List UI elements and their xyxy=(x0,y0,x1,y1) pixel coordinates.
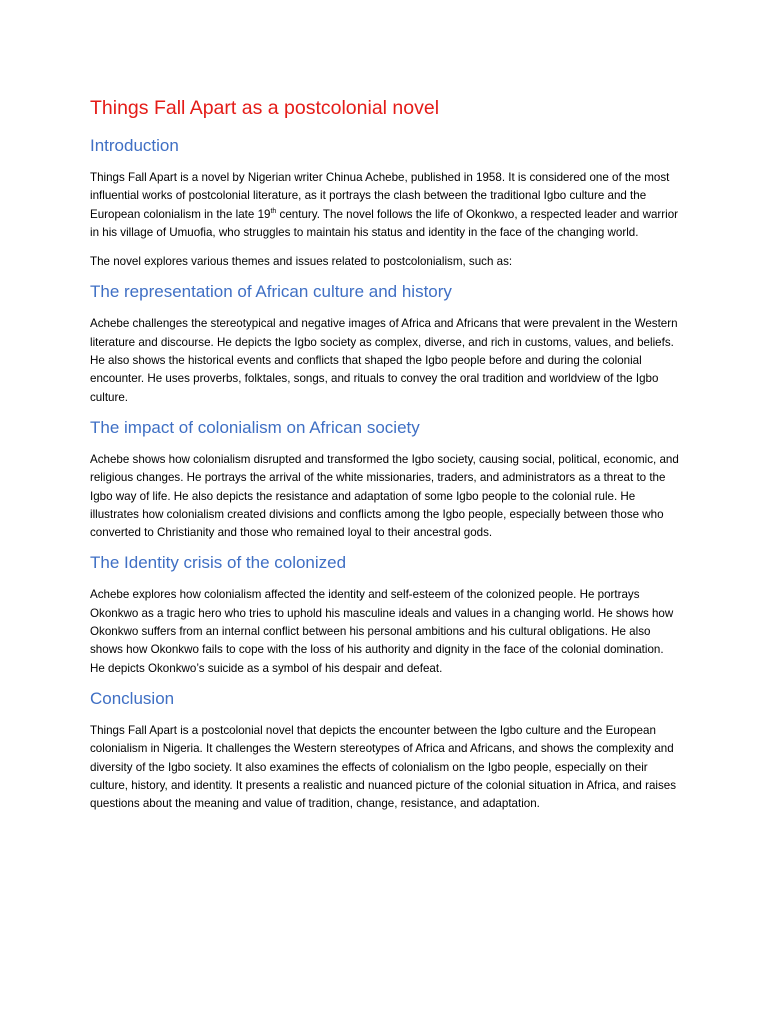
paragraph-impact: Achebe shows how colonialism disrupted and transformed the Igbo society, causing social, political, economic, and religious changes. He portrays the arrival of the white missionaries, traders, and administrators as a threat to the Igbo way of life. He also depicts the resistance and adaptation of some Igbo people to the colonial rule. He illustrates how colonialism created divisions and conflicts among the Igbo people, especially between those who converted to Christianity and those who remained loyal to their ancestral gods. xyxy=(90,452,679,540)
paragraph-introduction-1 xyxy=(90,169,680,242)
superscript-text: th xyxy=(270,207,277,215)
document-title: Things Fall Apart as a postcolonial novel xyxy=(90,97,440,119)
section-heading-impact: The impact of colonialism on African society xyxy=(90,417,420,437)
paragraph-text: Things Fall Apart is a novel by Nigerian writer Chinua Achebe, published in 1958. It is considered one of the most influential works of postcolonial literature, as it portrays the clash between the traditional Igbo culture and the European colonialism in the late 19 xyxy=(90,171,670,221)
document-page xyxy=(90,95,680,824)
paragraph-identity-crisis: Achebe explores how colonialism affected the identity and self-esteem of the colonized people. He portrays Okonkwo as a tragic hero who tries to uphold his masculine ideals and values in a changing world. He shows how Okonkwo suffers from an internal conflict between his personal ambitions and his cultural obligations. He also shows how Okonkwo fails to cope with the loss of his authority and dignity in the face of the colonial domination. He depicts Okonkwo’s suicide as a symbol of his despair and defeat. xyxy=(90,588,674,675)
paragraph-introduction-2: The novel explores various themes and issues related to postcolonialism, such as: xyxy=(90,255,513,269)
paragraph-representation: Achebe challenges the stereotypical and negative images of Africa and Africans that were prevalent in the Western literature and discourse. He depicts the Igbo society as complex, diverse, and rich in customs, values, and beliefs. He also shows the historical events and conflicts that shaped the Igbo people before and during the colonial encounter. He uses proverbs, folktales, songs, and rituals to convey the oral tradition and worldview of the Igbo culture. xyxy=(90,317,678,404)
section-heading-conclusion: Conclusion xyxy=(90,688,175,708)
paragraph-conclusion: Things Fall Apart is a postcolonial novel that depicts the encounter between the Igbo culture and the European colonialism in Nigeria. It challenges the Western stereotypes of Africa and Africans, and shows the complexity and diversity of the Igbo society. It also examines the effects of colonialism on the Igbo people, especially on their culture, history, and identity. It presents a realistic and nuanced picture of the colonial situation in Africa, and raises questions about the meaning and value of tradition, change, resistance, and adaptation. xyxy=(90,723,677,811)
section-heading-representation: The representation of African culture and history xyxy=(90,282,452,302)
paragraph-text: century. The novel follows the life of Okonkwo, a respected leader and warrior in his village of Umuofia, who struggles to maintain his status and identity in the face of the changing world. xyxy=(90,207,679,239)
section-heading-introduction: Introduction xyxy=(90,136,179,155)
section-heading-identity-crisis: The Identity crisis of the colonized xyxy=(90,553,347,573)
